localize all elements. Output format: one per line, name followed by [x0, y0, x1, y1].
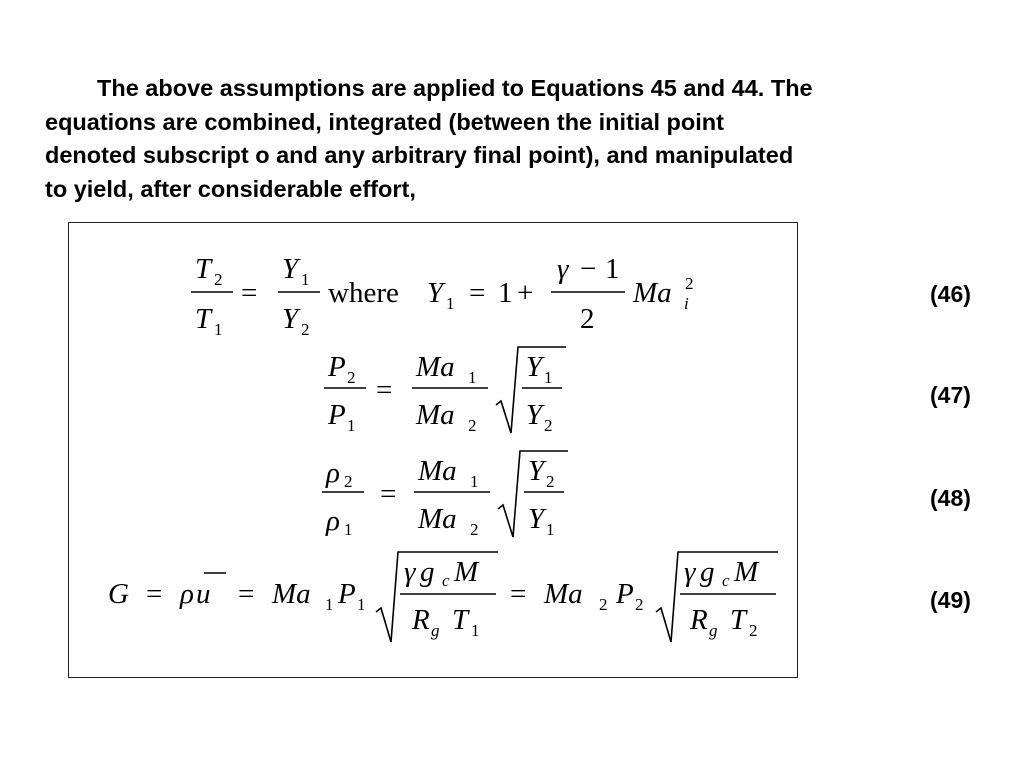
- eq48-Y-num: Y: [528, 455, 545, 487]
- eq46-one-b: 1: [605, 253, 620, 285]
- paragraph-line-4: to yield, after considerable effort,: [45, 175, 416, 202]
- eq46-one: 1: [498, 277, 513, 309]
- eq49-sub-1b: 1: [357, 595, 366, 614]
- eq46-sub-1b: 1: [301, 270, 310, 289]
- eq47-sub-1b: 1: [468, 368, 477, 387]
- eq49-R-2: R: [690, 604, 708, 636]
- eq46-T-num: T: [195, 253, 212, 285]
- eq49-sub-1a: 1: [325, 595, 334, 614]
- eq49-g-1: g: [420, 556, 435, 588]
- eq47-sub-2a: 2: [347, 368, 356, 387]
- eq47-sub-1c: 1: [544, 368, 553, 387]
- eq48-sub-1a: 1: [344, 520, 353, 539]
- eq49-sub-2a: 2: [599, 595, 608, 614]
- eq49-sub-2c: 2: [749, 621, 758, 640]
- eq46-Ma: Ma: [633, 277, 672, 309]
- eq48-sub-1b: 1: [470, 472, 479, 491]
- eq46-sub-1c: 1: [446, 294, 455, 313]
- eq48-Ma-num: Ma: [418, 455, 457, 487]
- eq49-sub-c-2: c: [722, 571, 730, 590]
- eq49-equals-1: =: [146, 578, 163, 610]
- eq48-rho-den: ρ: [326, 505, 340, 537]
- eq49-P-1: P: [338, 578, 356, 610]
- eq49-Ma-2: Ma: [544, 578, 583, 610]
- eq49-P-2: P: [616, 578, 634, 610]
- eq48-sub-2b: 2: [470, 520, 479, 539]
- eq46-sup-2: 2: [685, 274, 694, 293]
- eq49-equals-2: =: [238, 578, 255, 610]
- eq49-equals-3: =: [510, 578, 527, 610]
- equation-number-47: (47): [930, 382, 971, 408]
- eq49-G: G: [108, 578, 129, 610]
- eq47-Ma-num: Ma: [416, 351, 455, 383]
- intro-paragraph: [45, 72, 985, 206]
- eq49-R-1: R: [412, 604, 430, 636]
- eq48-sub-2a: 2: [344, 472, 353, 491]
- paragraph-line-3: denoted subscript o and any arbitrary final point), and manipulated: [45, 142, 794, 168]
- eq49-sub-c-1: c: [442, 571, 450, 590]
- eq47-sub-2c: 2: [544, 416, 553, 435]
- eq46-minus: −: [580, 253, 597, 285]
- equation-number-46: (46): [930, 281, 971, 307]
- eq49-gamma-1: γ: [404, 556, 416, 588]
- eq46-where: where: [328, 277, 399, 309]
- paragraph-line-1: The above assumptions are applied to Equations 45 and 44. The: [97, 75, 813, 101]
- eq48-Ma-den: Ma: [418, 503, 457, 535]
- eq48-sub-1c: 1: [546, 520, 555, 539]
- eq46-sub-2a: 2: [214, 270, 223, 289]
- eq48-rho-num: ρ: [326, 457, 340, 489]
- eq46-equals-1: =: [241, 277, 258, 309]
- eq46-two: 2: [580, 303, 595, 335]
- eq49-rho: ρ: [180, 578, 194, 610]
- eq49-M-2: M: [734, 556, 759, 588]
- eq46-Y-den: Y: [282, 303, 299, 335]
- eq46-sub-2b: 2: [301, 320, 310, 339]
- eq46-plus: +: [517, 277, 534, 309]
- eq46-equals-2: =: [469, 277, 486, 309]
- eq49-sub-2b: 2: [635, 595, 644, 614]
- eq47-sub-2b: 2: [468, 416, 477, 435]
- eq46-sub-i: i: [684, 294, 689, 313]
- eq46-T-den: T: [195, 303, 212, 335]
- eq47-P-num: P: [328, 351, 346, 383]
- eq47-Y-den: Y: [526, 399, 543, 431]
- eq47-Y-num: Y: [526, 351, 543, 383]
- eq49-sub-g-1: g: [431, 621, 440, 640]
- eq48-equals: =: [380, 478, 397, 510]
- eq49-sub-1c: 1: [471, 621, 480, 640]
- eq49-u: u: [196, 578, 211, 610]
- eq46-Y-num: Y: [282, 253, 299, 285]
- eq46-Y-lhs: Y: [427, 277, 444, 309]
- equation-49: [100, 548, 790, 648]
- eq47-sub-1a: 1: [347, 416, 356, 435]
- eq47-equals: =: [376, 374, 393, 406]
- eq49-T-2: T: [730, 604, 747, 636]
- eq49-T-1: T: [452, 604, 469, 636]
- equation-number-49: (49): [930, 587, 971, 613]
- equation-47: [318, 343, 578, 438]
- paragraph-line-2: equations are combined, integrated (between the initial point: [45, 108, 724, 135]
- eq49-M-1: M: [454, 556, 479, 588]
- eq46-gamma: γ: [557, 253, 569, 285]
- eq46-sub-1a: 1: [214, 320, 223, 339]
- equation-48: [318, 447, 578, 542]
- eq49-gamma-2: γ: [684, 556, 696, 588]
- equation-number-48: (48): [930, 485, 971, 511]
- equation-46: [185, 245, 725, 340]
- eq47-Ma-den: Ma: [416, 399, 455, 431]
- eq49-Ma-1: Ma: [272, 578, 311, 610]
- eq47-P-den: P: [328, 399, 346, 431]
- eq49-g-2: g: [700, 556, 715, 588]
- eq48-Y-den: Y: [528, 503, 545, 535]
- eq49-sub-g-2: g: [709, 621, 718, 640]
- eq48-sub-2c: 2: [546, 472, 555, 491]
